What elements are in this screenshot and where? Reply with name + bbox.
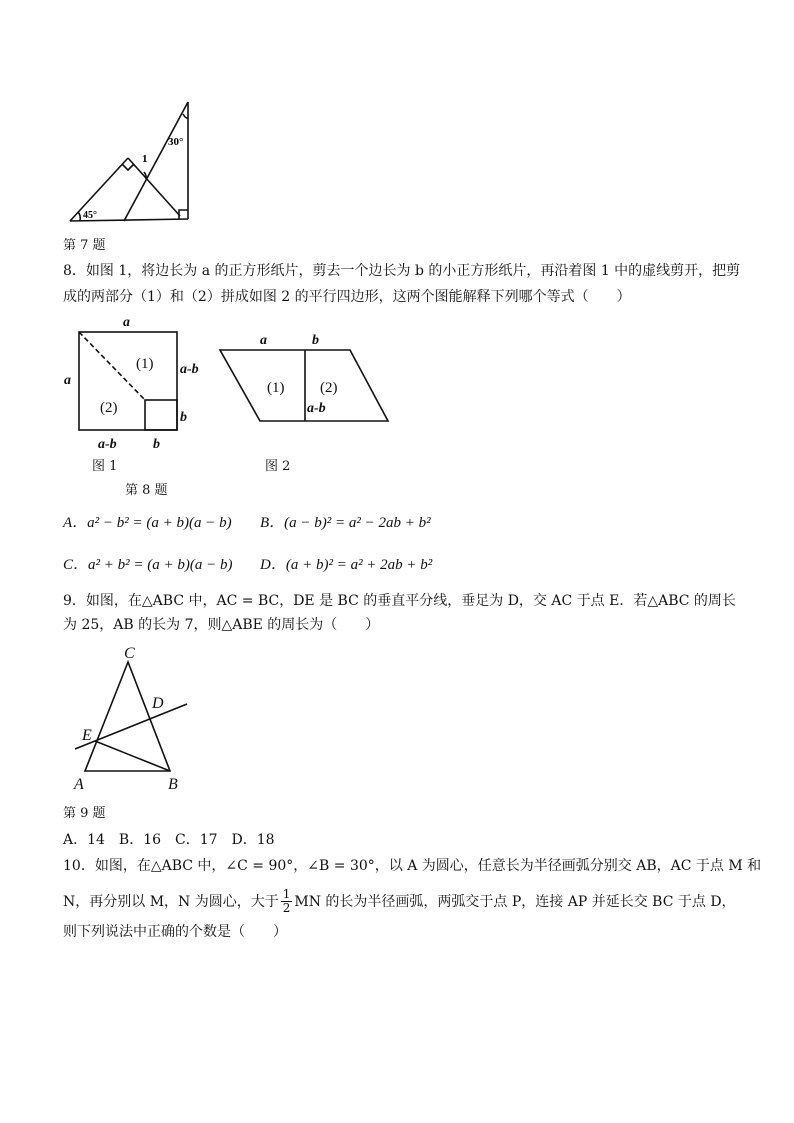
q8-fig1-label-bottom-left: a-b [98,437,117,452]
q8-fig1-part2: (2) [100,400,118,416]
q8-fig1-label-bottom-right: b [153,437,160,452]
q7-caption: 第 7 题 [63,238,106,253]
q8-fig1-label-left: a [64,373,71,388]
q8-fig2-part1: (1) [267,380,285,396]
q9-figure [60,640,200,795]
q8-caption: 第 8 题 [125,483,168,498]
q8-fig1-part1: (1) [136,356,154,372]
q8-fig2-label-b: b [312,333,319,348]
q7-figure [60,90,200,230]
q9-text-line2: 为 25，AB 的长为 7，则△ABE 的周长为（ ） [63,617,380,633]
q8-option-c[interactable]: C．a² + b² = (a + b)(a − b) [63,557,233,573]
q9-label-d: D [152,695,164,712]
q10-text-line1: 10．如图，在△ABC 中，∠C = 90°，∠B = 30°，以 A 为圆心，任意长为半径画弧分别交 AB，AC 于点 M 和 [63,858,762,874]
q9-caption: 第 9 题 [63,806,106,821]
q8-fig1-caption: 图 1 [92,459,118,474]
q8-fig2-part2: (2) [320,380,338,396]
q7-angle-45: 45° [83,210,97,221]
q7-right-angle-top [122,164,134,170]
q8-fig2-label-height: a-b [307,401,326,416]
q9-line-de [75,704,187,749]
q8-text-line1: 8．如图 1，将边长为 a 的正方形纸片，剪去一个边长为 b 的小正方形纸片，再沿着图 1 中的虚线剪开，把剪 [63,263,741,279]
q8-fig2-parallelogram [220,350,388,421]
q8-fig2-caption: 图 2 [265,459,291,474]
q8-figure-2 [210,325,400,435]
q10-fraction [281,888,293,915]
q9-label-a: A [74,776,84,793]
q8-option-b[interactable]: B．(a − b)² = a² − 2ab + b² [260,515,431,531]
q8-fig1-label-top: a [123,315,130,330]
q7-angle-1: 1 [142,153,148,165]
q9-label-b: B [168,776,178,793]
q8-option-d[interactable]: D．(a + b)² = a² + 2ab + b² [260,557,433,573]
q9-text-line1: 9．如图，在△ABC 中，AC = BC，DE 是 BC 的垂直平分线，垂足为 D，交 AC 于点 E．若△ABC 的周长 [63,593,736,609]
q8-figure-1 [60,310,220,460]
q7-right-angle-bottom [179,210,188,219]
q9-options[interactable]: A．14 B．16 C．17 D．18 [63,832,275,848]
q7-long-hyp [124,102,188,221]
q7-angle-30: 30° [168,136,184,148]
q8-option-a[interactable]: A．a² − b² = (a + b)(a − b) [63,515,232,531]
q7-left-hyp [70,158,128,221]
q9-segment-eb [95,741,170,771]
q9-label-c: C [124,645,135,662]
q10-text-line2 [63,888,736,915]
q9-label-e: E [82,727,92,744]
q10-text-line2-a: N，再分别以 M，N 为圆心，大于 [63,893,279,910]
q8-fig1-label-right: a-b [180,362,199,377]
q7-arc-45 [78,212,80,221]
q10-text-line3: 则下列说法中正确的个数是（ ） [63,924,287,940]
q8-fig1-label-right-small: b [180,410,187,425]
q8-fig1-small-square [145,400,177,430]
q10-fraction-den: 2 [282,901,291,915]
q8-text-line2: 成的两部分（1）和（2）拼成如图 2 的平行四边形，这两个图能解释下列哪个等式（ ） [63,289,631,305]
q10-fraction-num: 1 [282,887,291,901]
q10-text-line2-b: MN 的长为半径画弧，两弧交于点 P，连接 AP 并延长交 BC 于点 D， [294,893,736,910]
q8-fig2-label-a: a [260,333,267,348]
